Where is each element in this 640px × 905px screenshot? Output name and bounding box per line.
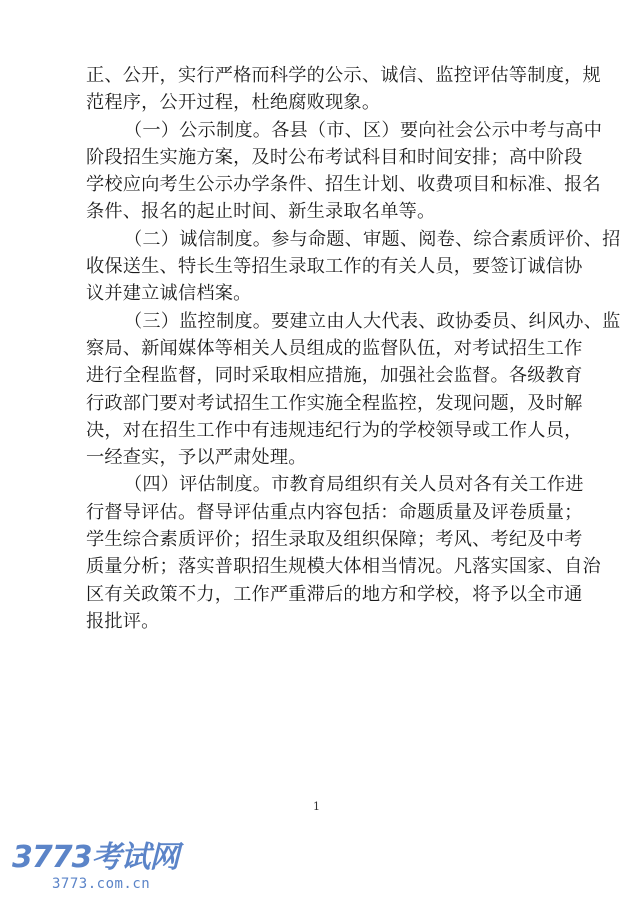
text-line: 学生综合素质评价；招生录取及组织保障；考风、考纪及中考 xyxy=(86,529,583,551)
text-line: 范程序，公开过程，杜绝腐败现象。 xyxy=(86,92,381,114)
watermark-url: 3773.com.cn xyxy=(52,876,151,892)
text-line: 质量分析；落实普职招生规模大体相当情况。凡落实国家、自治 xyxy=(86,556,601,578)
text-line: 议并建立诚信档案。 xyxy=(86,283,252,305)
text-line: 行政部门要对考试招生工作实施全程监控，发现问题，及时解 xyxy=(86,392,583,414)
site-watermark-logo xyxy=(8,840,198,900)
text-line: 察局、新闻媒体等相关人员组成的监督队伍，对考试招生工作 xyxy=(86,337,583,359)
text-line: 区有关政策不力，工作严重滞后的地方和学校，将予以全市通 xyxy=(86,583,583,605)
text-line: 进行全程监督，同时采取相应措施，加强社会监督。各级教育 xyxy=(86,365,583,387)
page-number: 1 xyxy=(313,800,320,813)
text-line: 报批评。 xyxy=(86,610,160,632)
paragraph-first-line: （二）诚信制度。参与命题、审题、阅卷、综合素质评价、招 xyxy=(124,228,621,250)
paragraph-first-line: （三）监控制度。要建立由人大代表、政协委员、纠风办、监 xyxy=(124,310,621,332)
text-line: 条件、报名的起止时间、新生录取名单等。 xyxy=(86,201,436,223)
text-line: 一经查实，予以严肃处理。 xyxy=(86,447,307,469)
paragraph-first-line: （一）公示制度。各县（市、区）要向社会公示中考与高中 xyxy=(124,119,603,141)
text-line: 阶段招生实施方案，及时公布考试科目和时间安排；高中阶段 xyxy=(86,146,583,168)
text-line: 正、公开，实行严格而科学的公示、诚信、监控评估等制度，规 xyxy=(86,65,601,86)
text-line: 学校应向考生公示办学条件、招生计划、收费项目和标准、报名 xyxy=(86,174,601,196)
document-body xyxy=(86,62,621,635)
paragraph-first-line: （四）评估制度。市教育局组织有关人员对各有关工作进 xyxy=(124,474,584,496)
text-line: 收保送生、特长生等招生录取工作的有关人员，要签订诚信协 xyxy=(86,256,583,278)
text-line: 行督导评估。督导评估重点内容包括：命题质量及评卷质量； xyxy=(86,501,583,523)
watermark-brand: 3773考试网 xyxy=(12,840,179,875)
text-line: 决，对在招生工作中有违规违纪行为的学校领导或工作人员， xyxy=(86,419,583,441)
